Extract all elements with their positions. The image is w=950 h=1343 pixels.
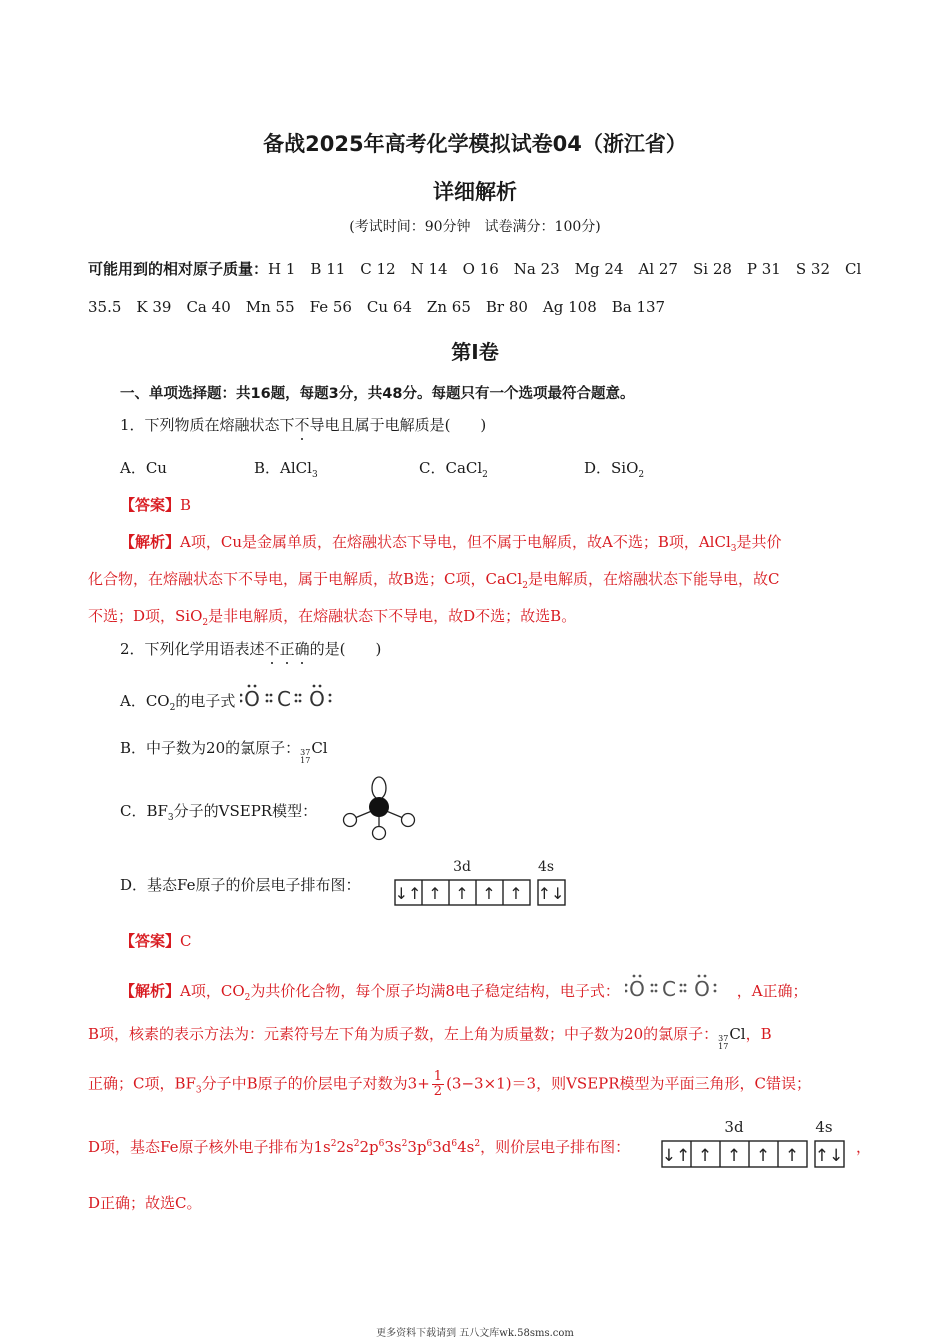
q1-stem-b: 导电且属于电解质是( ) bbox=[309, 416, 487, 434]
q2-e1c: ，A正确； bbox=[736, 982, 808, 1000]
q2-explanation-line1 bbox=[120, 974, 808, 1003]
exp-orbital-3d-box-2: ↑ bbox=[697, 1146, 713, 1166]
q1-exp1a: A项，Cu是金属单质，在熔融状态下导电，但不属于电解质，故A不选；B项，AlCl bbox=[180, 533, 731, 551]
q2-e4g: 4s bbox=[457, 1138, 475, 1156]
q2-e2b: ，B bbox=[745, 1025, 772, 1043]
q1-option-b bbox=[254, 457, 318, 480]
exp-orbital-3d-box-4: ↑ bbox=[755, 1146, 771, 1166]
footer-link[interactable]: 更多资料下载请到 五八文库wk.58sms.com bbox=[376, 1328, 574, 1339]
q2-e3-sub: 3 bbox=[195, 1085, 202, 1096]
orbital-3d-label: 3d bbox=[453, 859, 471, 875]
sup-2p: 6 bbox=[378, 1139, 385, 1149]
q2-stem bbox=[120, 638, 381, 659]
page-subtitle: 详细解析 bbox=[433, 180, 517, 204]
q1-option-b-sub: 3 bbox=[311, 470, 318, 480]
exp-orbital-3d-box-1: ↓↑ bbox=[661, 1146, 691, 1166]
q2-opt-c-sub: 3 bbox=[167, 813, 174, 823]
q2-e4b: 2s bbox=[336, 1138, 354, 1156]
section-heading: 一、单项选择题：共16题，每题3分，共48分。每题只有一个选项最符合题意。 bbox=[120, 386, 635, 402]
q1-option-d bbox=[584, 457, 644, 480]
q2-opt-a-sub: 2 bbox=[169, 703, 176, 713]
q1-exp2b: 是电解质，在熔融状态下能导电，故C bbox=[527, 570, 780, 588]
q2-option-b bbox=[120, 737, 328, 765]
q2-explain-tag: 【解析】 bbox=[120, 982, 181, 1000]
q1-exp3b: 是非电解质，在熔融状态下不导电，故D不选；故选B。 bbox=[208, 607, 577, 625]
atomic-masses-line2: 35.5 K 39 Ca 40 Mn 55 Fe 56 Cu 64 Zn 65 Br 80 Ag 108 Ba 137 bbox=[88, 298, 666, 316]
q2-opt-c-text: C．BF bbox=[120, 802, 168, 820]
q2-e4e: 3p bbox=[407, 1138, 427, 1156]
q2-option-d: D．基态Fe原子的价层电子排布图： bbox=[120, 876, 361, 894]
q2-e3c: (3−3×1)＝3，则VSEPR模型为平面三角形，C错误； bbox=[446, 1074, 812, 1093]
q1-option-c bbox=[419, 457, 488, 480]
lewis-c: C bbox=[277, 687, 292, 711]
q1-exp3-sub: 2 bbox=[202, 618, 209, 628]
orbital-3d-box-5: ↑ bbox=[509, 884, 523, 903]
orbital-4s-box-1: ↑↓ bbox=[537, 884, 565, 903]
sup-1s: 2 bbox=[330, 1139, 337, 1149]
nuclide-numbers bbox=[300, 749, 310, 765]
q2-answer bbox=[120, 930, 192, 951]
q2-explanation-line4-end: ， bbox=[856, 1138, 872, 1156]
q2-e1-sub: 2 bbox=[244, 993, 251, 1003]
exp-orbital-3d-box-3: ↑ bbox=[726, 1146, 742, 1166]
sup-4s: 2 bbox=[474, 1139, 481, 1149]
fe-orbital-diagram-explanation bbox=[658, 1116, 848, 1170]
q2-e4c: 2p bbox=[359, 1138, 379, 1156]
q1-explanation-line1 bbox=[120, 531, 782, 554]
exp-orbital-4s-label: 4s bbox=[815, 1118, 833, 1136]
sup-3d: 6 bbox=[451, 1139, 458, 1149]
orbital-3d-box-2: ↑ bbox=[428, 884, 442, 903]
q1-stem bbox=[120, 414, 486, 435]
q2-option-c bbox=[120, 800, 317, 823]
q2-answer-value: C bbox=[180, 932, 192, 950]
q2-option-a bbox=[120, 684, 350, 713]
q1-answer bbox=[120, 494, 191, 515]
q2-e4f: 3d bbox=[432, 1138, 452, 1156]
q2-e1b: 为共价化合物，每个原子均满8电子稳定结构，电子式： bbox=[250, 982, 620, 1000]
q2-opt-b-text: B．中子数为20的氯原子： bbox=[120, 739, 301, 757]
q1-stem-a: 1．下列物质在熔融状态下 bbox=[120, 416, 295, 434]
q1-option-b-text: B．AlCl bbox=[254, 459, 312, 477]
orbital-3d-box-3: ↑ bbox=[455, 884, 469, 903]
q2-e4a: D项，基态Fe原子核外电子排布为1s bbox=[88, 1138, 331, 1156]
q1-option-c-sub: 2 bbox=[482, 470, 488, 480]
orbital-4s-label: 4s bbox=[537, 859, 555, 875]
atomic-masses-line1 bbox=[88, 258, 861, 279]
q1-exp2a: 化合物，在熔融状态下不导电，属于电解质，故B选；C项，CaCl bbox=[88, 570, 523, 588]
exp-orbital-3d-label: 3d bbox=[724, 1118, 744, 1136]
lewis-o-right: O bbox=[309, 687, 326, 711]
q1-option-c-text: C．CaCl bbox=[419, 459, 483, 477]
exp-nuclide-symbol: Cl bbox=[729, 1025, 746, 1043]
q2-e3a: 正确；C项，BF bbox=[88, 1074, 196, 1093]
q2-stem-emphasis-1: 不 bbox=[264, 640, 280, 658]
sup-3s: 2 bbox=[401, 1139, 408, 1149]
fraction-denominator: 2 bbox=[433, 1084, 443, 1099]
q1-exp1-sub: 3 bbox=[730, 544, 737, 554]
q1-option-d-text: D．SiO bbox=[584, 459, 639, 477]
q2-explanation-line3 bbox=[88, 1070, 811, 1099]
page-title: 备战2025年高考化学模拟试卷04（浙江省） bbox=[263, 132, 687, 156]
nuclide-atomic: 17 bbox=[300, 756, 311, 765]
q2-stem-a: 2．下列化学用语表述 bbox=[120, 640, 265, 658]
q1-answer-tag: 【答案】 bbox=[120, 496, 181, 514]
q1-explanation-line3 bbox=[88, 605, 576, 628]
q1-explanation-line2 bbox=[88, 568, 779, 591]
q1-exp2-sub: 2 bbox=[522, 581, 528, 591]
q2-opt-c-text2: 分子的VSEPR模型： bbox=[173, 802, 318, 820]
q2-stem-b: 的是( ) bbox=[309, 640, 382, 658]
q1-exp1b: 是共价 bbox=[736, 533, 782, 551]
exp-lewis-o-right: O bbox=[693, 977, 710, 1001]
fraction-half bbox=[432, 1070, 444, 1099]
exp-orbital-3d-box-5: ↑ bbox=[784, 1146, 800, 1166]
q2-e4h: ，则价层电子排布图： bbox=[480, 1138, 631, 1156]
q2-explanation-line5: D正确；故选C。 bbox=[88, 1194, 202, 1212]
volume-heading: 第Ⅰ卷 bbox=[451, 340, 499, 364]
q2-opt-a-text: A．CO bbox=[120, 692, 170, 710]
atomic-masses-values1: H 1 B 11 C 12 N 14 O 16 Na 23 Mg 24 Al 27 Si 28 P 31 S 32 Cl bbox=[268, 260, 862, 278]
q1-explain-tag: 【解析】 bbox=[120, 533, 181, 551]
q1-stem-emphasis: 不 bbox=[294, 416, 310, 434]
q2-e4d: 3s bbox=[384, 1138, 402, 1156]
q2-explanation-line2 bbox=[88, 1023, 772, 1051]
exp-nuclide-atomic: 17 bbox=[718, 1042, 729, 1051]
co2-lewis-structure-explanation bbox=[625, 974, 737, 1002]
lewis-o-left: O bbox=[244, 687, 261, 711]
exam-info: (考试时间：90分钟 试卷满分：100分) bbox=[349, 219, 601, 235]
exp-lewis-o-left: O bbox=[628, 977, 645, 1001]
exp-lewis-c: C bbox=[661, 977, 676, 1001]
nuclide-symbol: Cl bbox=[311, 739, 328, 757]
atomic-masses-label: 可能用到的相对原子质量： bbox=[88, 260, 269, 278]
orbital-3d-box-1: ↓↑ bbox=[394, 884, 422, 903]
q1-answer-value: B bbox=[180, 496, 192, 514]
q2-answer-tag: 【答案】 bbox=[120, 932, 181, 950]
sup-2s: 2 bbox=[353, 1139, 360, 1149]
q2-stem-emphasis-3: 确 bbox=[294, 640, 310, 658]
q2-e3b: 分子中B原子的价层电子对数为3+ bbox=[201, 1074, 430, 1093]
fe-orbital-diagram bbox=[394, 856, 569, 908]
q2-opt-a-text2: 的电子式 bbox=[175, 692, 236, 710]
q1-option-a: A．Cu bbox=[120, 459, 167, 477]
q2-stem-emphasis-2: 正 bbox=[279, 640, 295, 658]
co2-lewis-structure bbox=[240, 684, 350, 712]
exp-nuclide-numbers bbox=[718, 1035, 728, 1051]
bf3-vsepr-model-icon bbox=[338, 772, 420, 842]
exp-orbital-4s-box-1: ↑↓ bbox=[814, 1146, 844, 1166]
orbital-3d-box-4: ↑ bbox=[482, 884, 496, 903]
q2-e1a: A项，CO bbox=[180, 982, 245, 1000]
q2-e2a: B项，核素的表示方法为：元素符号左下角为质子数，左上角为质量数；中子数为20的氯原子： bbox=[88, 1025, 719, 1043]
q1-exp3a: 不选；D项，SiO bbox=[88, 607, 203, 625]
exp-nuclide-mass: 37 bbox=[718, 1034, 729, 1043]
q2-explanation-line4 bbox=[88, 1136, 630, 1157]
sup-3p: 6 bbox=[426, 1139, 433, 1149]
fraction-numerator: 1 bbox=[433, 1069, 443, 1084]
nuclide-mass: 37 bbox=[300, 748, 311, 757]
q1-option-d-sub: 2 bbox=[638, 470, 645, 480]
